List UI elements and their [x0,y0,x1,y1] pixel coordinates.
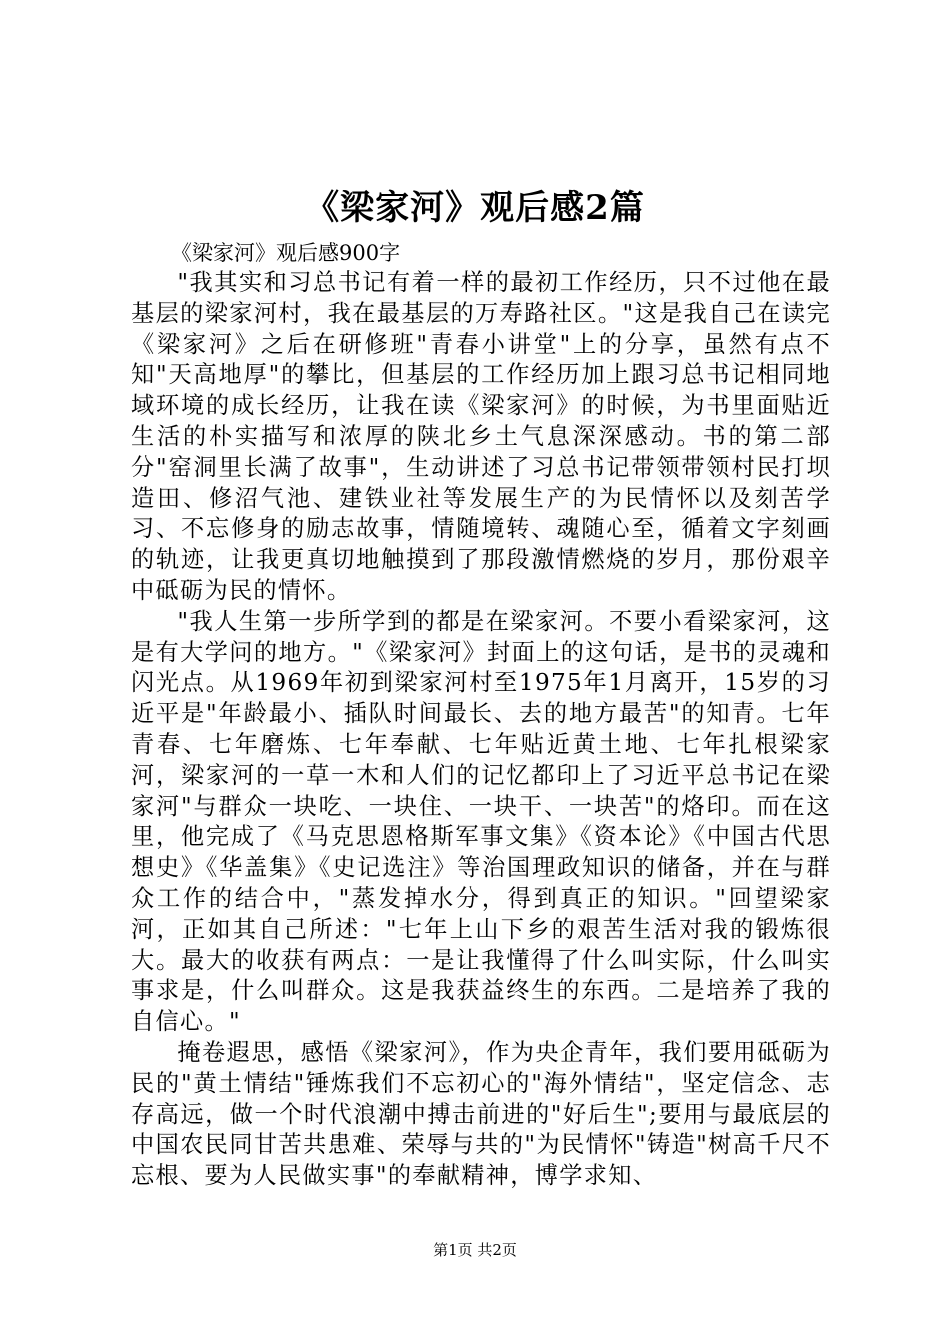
paragraph-1: "我其实和习总书记有着一样的最初工作经历，只不过他在最基层的梁家河村，我在最基层的万寿路社区。"这是我自己在读完《梁家河》之后在研修班"青春小讲堂"上的分享，虽然有点不知"天高地厚"的攀比，但基层的工作经历加上跟习总书记相同地域环境的成长经历，让我在读《梁家河》的时候，为书里面贴近生活的朴实描写和浓厚的陕北乡土气息深深感动。书的第二部分"窑洞里长满了故事"，生动讲述了习总书记带领带领村民打坝造田、修沼气池、建铁业社等发展生产的为民情怀以及刻苦学习、不忘修身的励志故事，情随境转、魂随心至，循着文字刻画的轨迹，让我更真切地触摸到了那段激情燃烧的岁月，那份艰辛中砥砺为民的情怀。 [131,269,831,604]
paragraph-3: 掩卷遐思，感悟《梁家河》，作为央企青年，我们要用砥砺为民的"黄土情结"锤炼我们不忘初心的"海外情结"，坚定信念、志存高远，做一个时代浪潮中搏击前进的"好后生";要用与最底层的中国农民同甘苦共患难、荣辱与共的"为民情怀"铸造"树高千尺不忘根、要为人民做实事"的奉献精神，博学求知、 [131,1038,831,1190]
paragraph-2: "我人生第一步所学到的都是在梁家河。不要小看梁家河，这是有大学问的地方。"《梁家河》封面上的这句话，是书的灵魂和闪光点。从1969年初到梁家河村至1975年1月离开，15岁的习近平是"年龄最小、插队时间最长、去的地方最苦"的知青。七年青春、七年磨炼、七年奉献、七年贴近黄土地、七年扎根梁家河，梁家河的一草一木和人们的记忆都印上了习近平总书记在梁家河"与群众一块吃、一块住、一块干、一块苦"的烙印。而在这里，他完成了《马克思恩格斯军事文集》《资本论》《中国古代思想史》《华盖集》《史记选注》等治国理政知识的储备，并在与群众工作的结合中，"蒸发掉水分，得到真正的知识。"回望梁家河，正如其自己所述："七年上山下乡的艰苦生活对我的锻炼很大。最大的收获有两点：一是让我懂得了什么叫实际，什么叫实事求是，什么叫群众。这是我获益终生的东西。二是培养了我的自信心。" [131,607,831,1036]
document-body [131,268,831,1192]
page-number-footer: 第1页 共2页 [433,1241,517,1259]
document-subtitle: 《梁家河》观后感900字 [171,241,401,265]
document-title: 《梁家河》观后感2篇 [305,188,645,228]
